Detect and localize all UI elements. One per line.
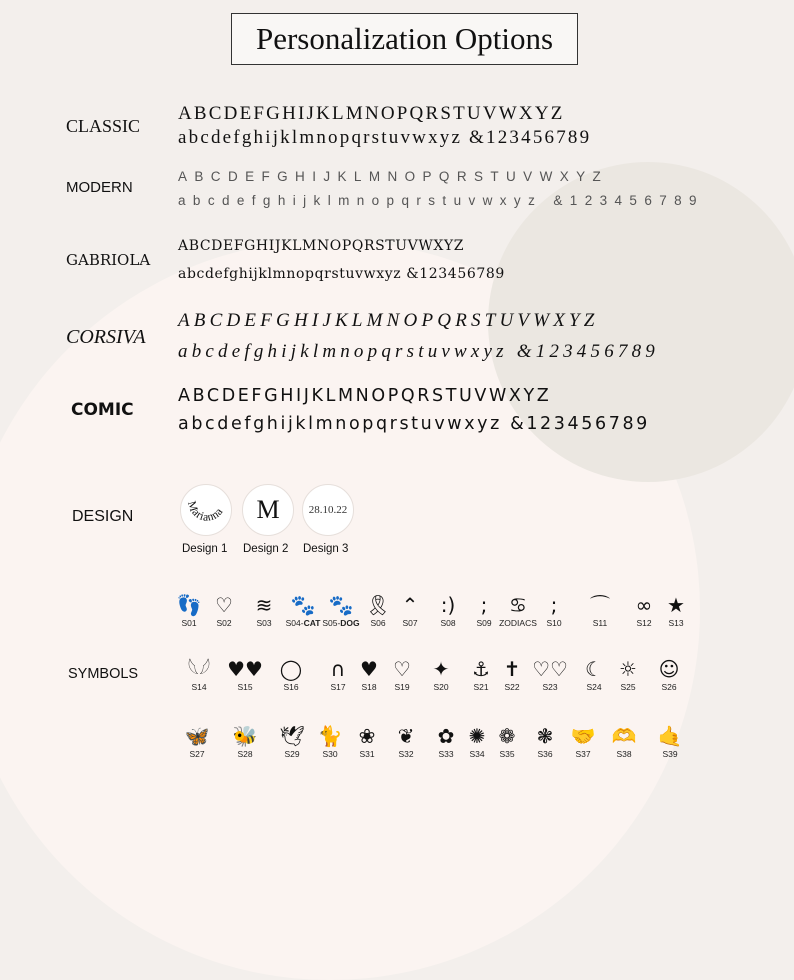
symbol-code: S27 [189, 749, 205, 759]
infinity-icon: ∞ [635, 593, 653, 617]
modern-uppercase: ABCDEFGHIJKLMNOPQRSTUVWXYZ [178, 169, 609, 184]
corsiva-lowercase: abcdefghijklmnopqrstuvwxyz &123456789 [178, 341, 659, 362]
ribbon-icon: 🎗 [365, 593, 391, 617]
baby-feet-icon: 👣 [176, 593, 202, 617]
design-3-sample: 28.10.22 [308, 504, 348, 516]
rose-icon: ❃ [536, 724, 554, 748]
symbol-code: S24 [586, 682, 602, 692]
smile-colon-icon: :) [440, 593, 456, 617]
design-1-arc-name [181, 484, 231, 536]
classic-uppercase: ABCDEFGHIJKLMNOPQRSTUVWXYZ [178, 103, 565, 124]
symbol-code: S30 [322, 749, 338, 759]
symbol-code: S26 [661, 682, 677, 692]
sun-icon: ☼ [619, 657, 637, 681]
symbol-s22[interactable] [492, 656, 532, 692]
pinky-promise-icon: 🤙 [657, 724, 683, 748]
symbol-code: S19 [394, 682, 410, 692]
symbol-code: S09 [476, 618, 492, 628]
dandelion-icon: ✺ [468, 724, 486, 748]
bird-icon: 🕊 [279, 724, 305, 748]
symbol-s11[interactable] [580, 592, 620, 628]
symbol-code: S21 [473, 682, 489, 692]
chevrons-up-icon: ⌃ [401, 593, 419, 617]
symbol-s04-cat[interactable] [283, 592, 323, 628]
symbol-code: S07 [402, 618, 418, 628]
symbol-s25[interactable] [608, 656, 648, 692]
symbol-code: S33 [438, 749, 454, 759]
smiley-icon: ☺ [658, 657, 680, 681]
design-1-caption: Design 1 [182, 543, 228, 555]
symbol-code: S39 [662, 749, 678, 759]
symbol-code: S03 [256, 618, 272, 628]
symbol-s37[interactable] [563, 723, 603, 759]
font-label-modern: MODERN [66, 179, 133, 196]
zodiac-icon: ♋ [509, 593, 527, 617]
design-2-circle[interactable] [242, 484, 294, 536]
symbol-s30[interactable] [310, 723, 350, 759]
symbol-zodiacs[interactable] [498, 592, 538, 628]
symbol-s35[interactable] [487, 723, 527, 759]
dog-paw-icon: 🐾 [328, 593, 354, 617]
design-2-caption: Design 2 [243, 543, 289, 555]
page-title: Personalization Options [231, 13, 578, 65]
symbol-code: S02 [216, 618, 232, 628]
halo-wings-icon: ◯ [279, 657, 303, 681]
fern-leaf-icon: ❦ [397, 724, 415, 748]
angel-wings-icon: 𓆩𓆪 [187, 657, 211, 681]
comic-lowercase: abcdefghijklmnopqrstuvwxyz &123456789 [178, 414, 650, 434]
heart-outline-icon: ♡ [215, 593, 233, 617]
symbol-s19[interactable] [382, 656, 422, 692]
font-label-classic: CLASSIC [66, 116, 141, 136]
hearts-icon: ♥♥ [227, 657, 263, 681]
symbol-code: S32 [398, 749, 414, 759]
rainbow-icon: ⌒ [590, 593, 610, 617]
symbol-s05-dog[interactable] [321, 592, 361, 628]
symbol-s20[interactable] [421, 656, 461, 692]
bouquet-icon: ❁ [498, 724, 516, 748]
symbol-s26[interactable] [649, 656, 689, 692]
symbol-code: S18 [361, 682, 377, 692]
symbol-s31[interactable] [347, 723, 387, 759]
lily-icon: ✿ [437, 724, 455, 748]
symbol-s27[interactable] [177, 723, 217, 759]
symbol-code: ZODIACS [499, 618, 537, 628]
design-3-caption: Design 3 [303, 543, 349, 555]
font-label-corsiva: CORSIVA [66, 326, 146, 348]
design-3-circle[interactable] [302, 484, 354, 536]
symbol-code: S12 [636, 618, 652, 628]
cat-paw-icon: 🐾 [290, 593, 316, 617]
cat-icon: 🐈 [317, 724, 343, 748]
symbol-s36[interactable] [525, 723, 565, 759]
symbol-s01[interactable] [169, 592, 209, 628]
symbol-code: S05-DOG [322, 618, 360, 628]
symbol-code: S13 [668, 618, 684, 628]
symbol-s16[interactable] [271, 656, 311, 692]
symbol-code: S06 [370, 618, 386, 628]
font-label-gabriola: GABRIOLA [66, 251, 151, 269]
symbol-code: S31 [359, 749, 375, 759]
symbol-code: S36 [537, 749, 553, 759]
symbol-code: S22 [504, 682, 520, 692]
symbol-code: S08 [440, 618, 456, 628]
symbol-code: S16 [283, 682, 299, 692]
horseshoe-icon: ∩ [330, 657, 346, 681]
symbols-label: SYMBOLS [68, 666, 139, 682]
symbol-s15[interactable] [225, 656, 265, 692]
heart-thin-icon: ♡ [393, 657, 411, 681]
symbol-code: S23 [542, 682, 558, 692]
modern-lowercase: abcdefghijklmnopqrstuvwxyz &123456789 [178, 193, 704, 208]
butterfly-icon: 🦋 [184, 724, 210, 748]
svg-text:Marianna: Marianna [185, 499, 226, 524]
symbol-code: S35 [499, 749, 515, 759]
symbol-code: S38 [616, 749, 632, 759]
moon-icon: ☾ [585, 657, 603, 681]
symbol-s03[interactable] [244, 592, 284, 628]
symbol-code: S34 [469, 749, 485, 759]
symbol-code: S17 [330, 682, 346, 692]
symbol-code: S15 [237, 682, 253, 692]
symbol-s02[interactable] [204, 592, 244, 628]
dragonfly-semicolon-icon: ; [550, 593, 558, 617]
gabriola-lowercase: abcdefghijklmnopqrstuvwxyz &123456789 [178, 266, 505, 282]
symbol-code: S28 [237, 749, 253, 759]
symbol-s32[interactable] [386, 723, 426, 759]
bee-icon: 🐝 [232, 724, 258, 748]
sparkles-icon: ✦ [432, 657, 450, 681]
symbol-code: S37 [575, 749, 591, 759]
star-icon: ★ [667, 593, 685, 617]
symbol-s14[interactable] [179, 656, 219, 692]
anchor-icon: ⚓ [472, 657, 490, 681]
symbol-code: S10 [546, 618, 562, 628]
waves-icon: ≋ [255, 593, 273, 617]
symbol-s28[interactable] [225, 723, 265, 759]
symbol-code: S20 [433, 682, 449, 692]
symbol-code: S29 [284, 749, 300, 759]
heart-hands-icon: 🫶 [611, 724, 637, 748]
symbol-s38[interactable] [604, 723, 644, 759]
design-2-sample: M [256, 495, 280, 524]
symbol-s10[interactable] [534, 592, 574, 628]
comic-uppercase: ABCDEFGHIJKLMNOPQRSTUVWXYZ [178, 386, 552, 406]
symbol-code: S25 [620, 682, 636, 692]
font-label-comic: COMIC [71, 400, 134, 420]
symbol-code: S01 [181, 618, 197, 628]
double-heart-icon: ♡♡ [532, 657, 568, 681]
gabriola-uppercase: ABCDEFGHIJKLMNOPQRSTUVWXYZ [178, 238, 465, 254]
design-1-circle[interactable] [180, 484, 232, 536]
semicolon-icon: ; [480, 593, 488, 617]
cross-icon: ✝ [503, 657, 521, 681]
symbol-code: S14 [191, 682, 207, 692]
flowers-name-icon: ❀ [358, 724, 376, 748]
design-label: DESIGN [72, 508, 134, 525]
symbol-s13[interactable] [656, 592, 696, 628]
holding-hands-icon: 🤝 [570, 724, 596, 748]
heart-filled-icon: ♥ [360, 657, 378, 681]
symbol-s23[interactable] [530, 656, 570, 692]
symbol-code: S04-CAT [285, 618, 321, 628]
classic-lowercase: abcdefghijklmnopqrstuvwxyz &123456789 [178, 127, 592, 148]
symbol-code: S11 [592, 618, 608, 628]
symbol-s08[interactable] [428, 592, 468, 628]
corsiva-uppercase: ABCDEFGHIJKLMNOPQRSTUVWXYZ [178, 310, 599, 331]
symbol-s29[interactable] [272, 723, 312, 759]
symbol-s07[interactable] [390, 592, 430, 628]
symbol-s39[interactable] [650, 723, 690, 759]
